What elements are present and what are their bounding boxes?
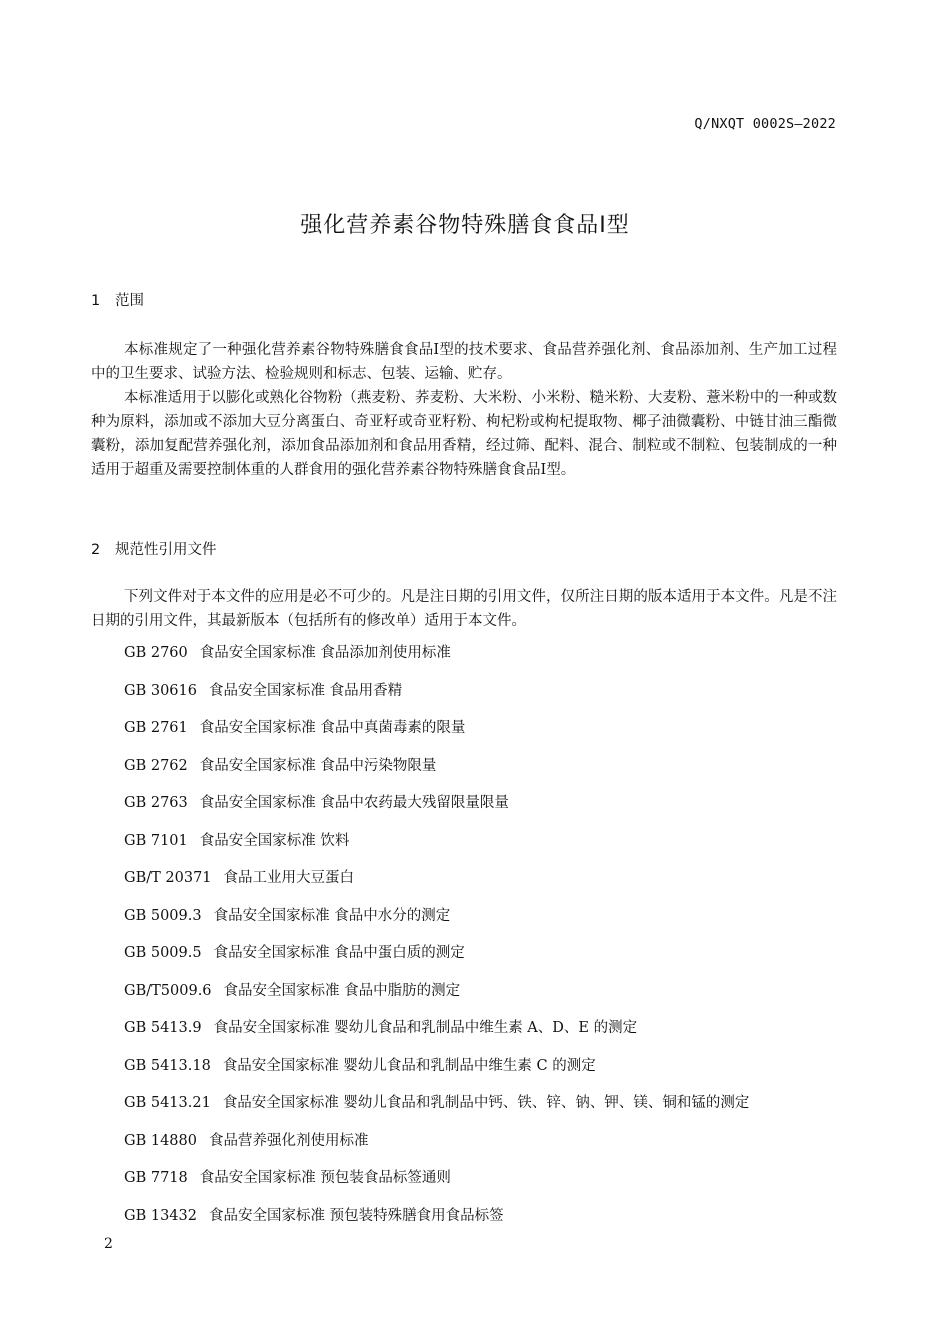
section-number: 2 (91, 542, 101, 558)
reference-item (124, 641, 749, 679)
reference-title: 食品安全国家标准 食品中农药最大残留限量限量 (199, 795, 509, 811)
reference-code: GB 13432 (124, 1207, 197, 1224)
reference-code: GB 5413.9 (124, 1020, 202, 1036)
scope-paragraph-2: 本标准适用于以膨化或熟化谷物粉（燕麦粉、荞麦粉、大米粉、小米粉、糙米粉、大麦粉、薏米粉中的一种或数种为原料，添加或不添加大豆分离蛋白、奇亚籽或奇亚籽粉、枸杞粉或枸杞提取物、椰子油微囊粉、中链甘油三酯微囊粉，添加复配营养强化剂，添加食品添加剂和食品用香精，经过筛、配料、混合、制粒或不制粒、包装制成的一种适用于超重及需要控制体重的人群食用的强化营养素谷物特殊膳食食品Ⅰ型。 (91, 390, 837, 478)
reference-code: GB 5009.5 (124, 945, 202, 961)
reference-code: GB 7718 (124, 1170, 188, 1186)
section-number: 1 (91, 293, 101, 309)
reference-title: 食品营养强化剂使用标准 (208, 1132, 369, 1149)
reference-code: GB 7101 (124, 832, 188, 849)
reference-code: GB 14880 (124, 1132, 197, 1149)
reference-code: GB 2760 (124, 645, 188, 661)
reference-title: 食品安全国家标准 婴幼儿食品和乳制品中钙、铁、锌、钠、钾、镁、铜和锰的测定 (222, 1095, 750, 1111)
reference-code: GB 5413.21 (124, 1095, 211, 1111)
reference-item (124, 679, 749, 717)
reference-code: GB 2762 (124, 757, 188, 774)
reference-item (124, 866, 749, 904)
reference-item (124, 716, 749, 754)
section-heading-references (91, 538, 217, 559)
document-title: 强化营养素谷物特殊膳食食品Ⅰ型 (300, 213, 630, 238)
reference-title: 食品安全国家标准 食品用香精 (208, 682, 403, 699)
reference-item (124, 829, 749, 867)
reference-title: 食品安全国家标准 婴幼儿食品和乳制品中维生素 C 的测定 (222, 1057, 596, 1074)
reference-title: 食品安全国家标准 食品中污染物限量 (199, 757, 437, 774)
reference-title: 食品安全国家标准 预包装特殊膳食用食品标签 (208, 1207, 504, 1224)
reference-list (124, 641, 749, 1241)
reference-code: GB 5009.3 (124, 907, 202, 924)
reference-title: 食品安全国家标准 食品添加剂使用标准 (199, 645, 451, 661)
references-intro-paragraph: 下列文件对于本文件的应用是必不可少的。凡是注日期的引用文件，仅所注日期的版本适用于本文件。凡是不注日期的引用文件，其最新版本（包括所有的修改单）适用于本文件。 (91, 589, 837, 629)
reference-title: 食品安全国家标准 食品中真菌毒素的限量 (199, 720, 466, 736)
section-title: 范围 (115, 293, 144, 309)
reference-code: GB 30616 (124, 682, 197, 699)
reference-title: 食品安全国家标准 食品中水分的测定 (213, 907, 451, 924)
reference-item (124, 904, 749, 942)
page-number: 2 (104, 1236, 113, 1252)
reference-code: GB 2761 (124, 720, 188, 736)
reference-title: 食品安全国家标准 饮料 (199, 832, 350, 849)
reference-code: GB 2763 (124, 795, 188, 811)
reference-item (124, 1016, 749, 1054)
reference-code: GB 5413.18 (124, 1057, 211, 1074)
reference-item (124, 1166, 749, 1204)
reference-title: 食品工业用大豆蛋白 (223, 870, 355, 886)
reference-title: 食品安全国家标准 食品中蛋白质的测定 (213, 945, 465, 961)
reference-title: 食品安全国家标准 预包装食品标签通则 (199, 1170, 451, 1186)
document-code: Q/NXQT 0002S—2022 (694, 116, 836, 132)
reference-title: 食品安全国家标准 婴幼儿食品和乳制品中维生素 A、D、E 的测定 (213, 1020, 638, 1036)
reference-item (124, 1129, 749, 1167)
reference-item (124, 754, 749, 792)
section-heading-scope (91, 289, 144, 310)
reference-code: GB/T5009.6 (124, 982, 212, 999)
reference-item (124, 1054, 749, 1092)
section-title: 规范性引用文件 (115, 542, 217, 558)
scope-paragraph-1: 本标准规定了一种强化营养素谷物特殊膳食食品Ⅰ型的技术要求、食品营养强化剂、食品添加剂、生产加工过程中的卫生要求、试验方法、检验规则和标志、包装、运输、贮存。 (91, 342, 837, 382)
reference-item (124, 1204, 749, 1242)
reference-item (124, 791, 749, 829)
reference-title: 食品安全国家标准 食品中脂肪的测定 (223, 982, 461, 999)
reference-item (124, 941, 749, 979)
reference-item (124, 1091, 749, 1129)
reference-item (124, 979, 749, 1017)
reference-code: GB/T 20371 (124, 870, 212, 886)
